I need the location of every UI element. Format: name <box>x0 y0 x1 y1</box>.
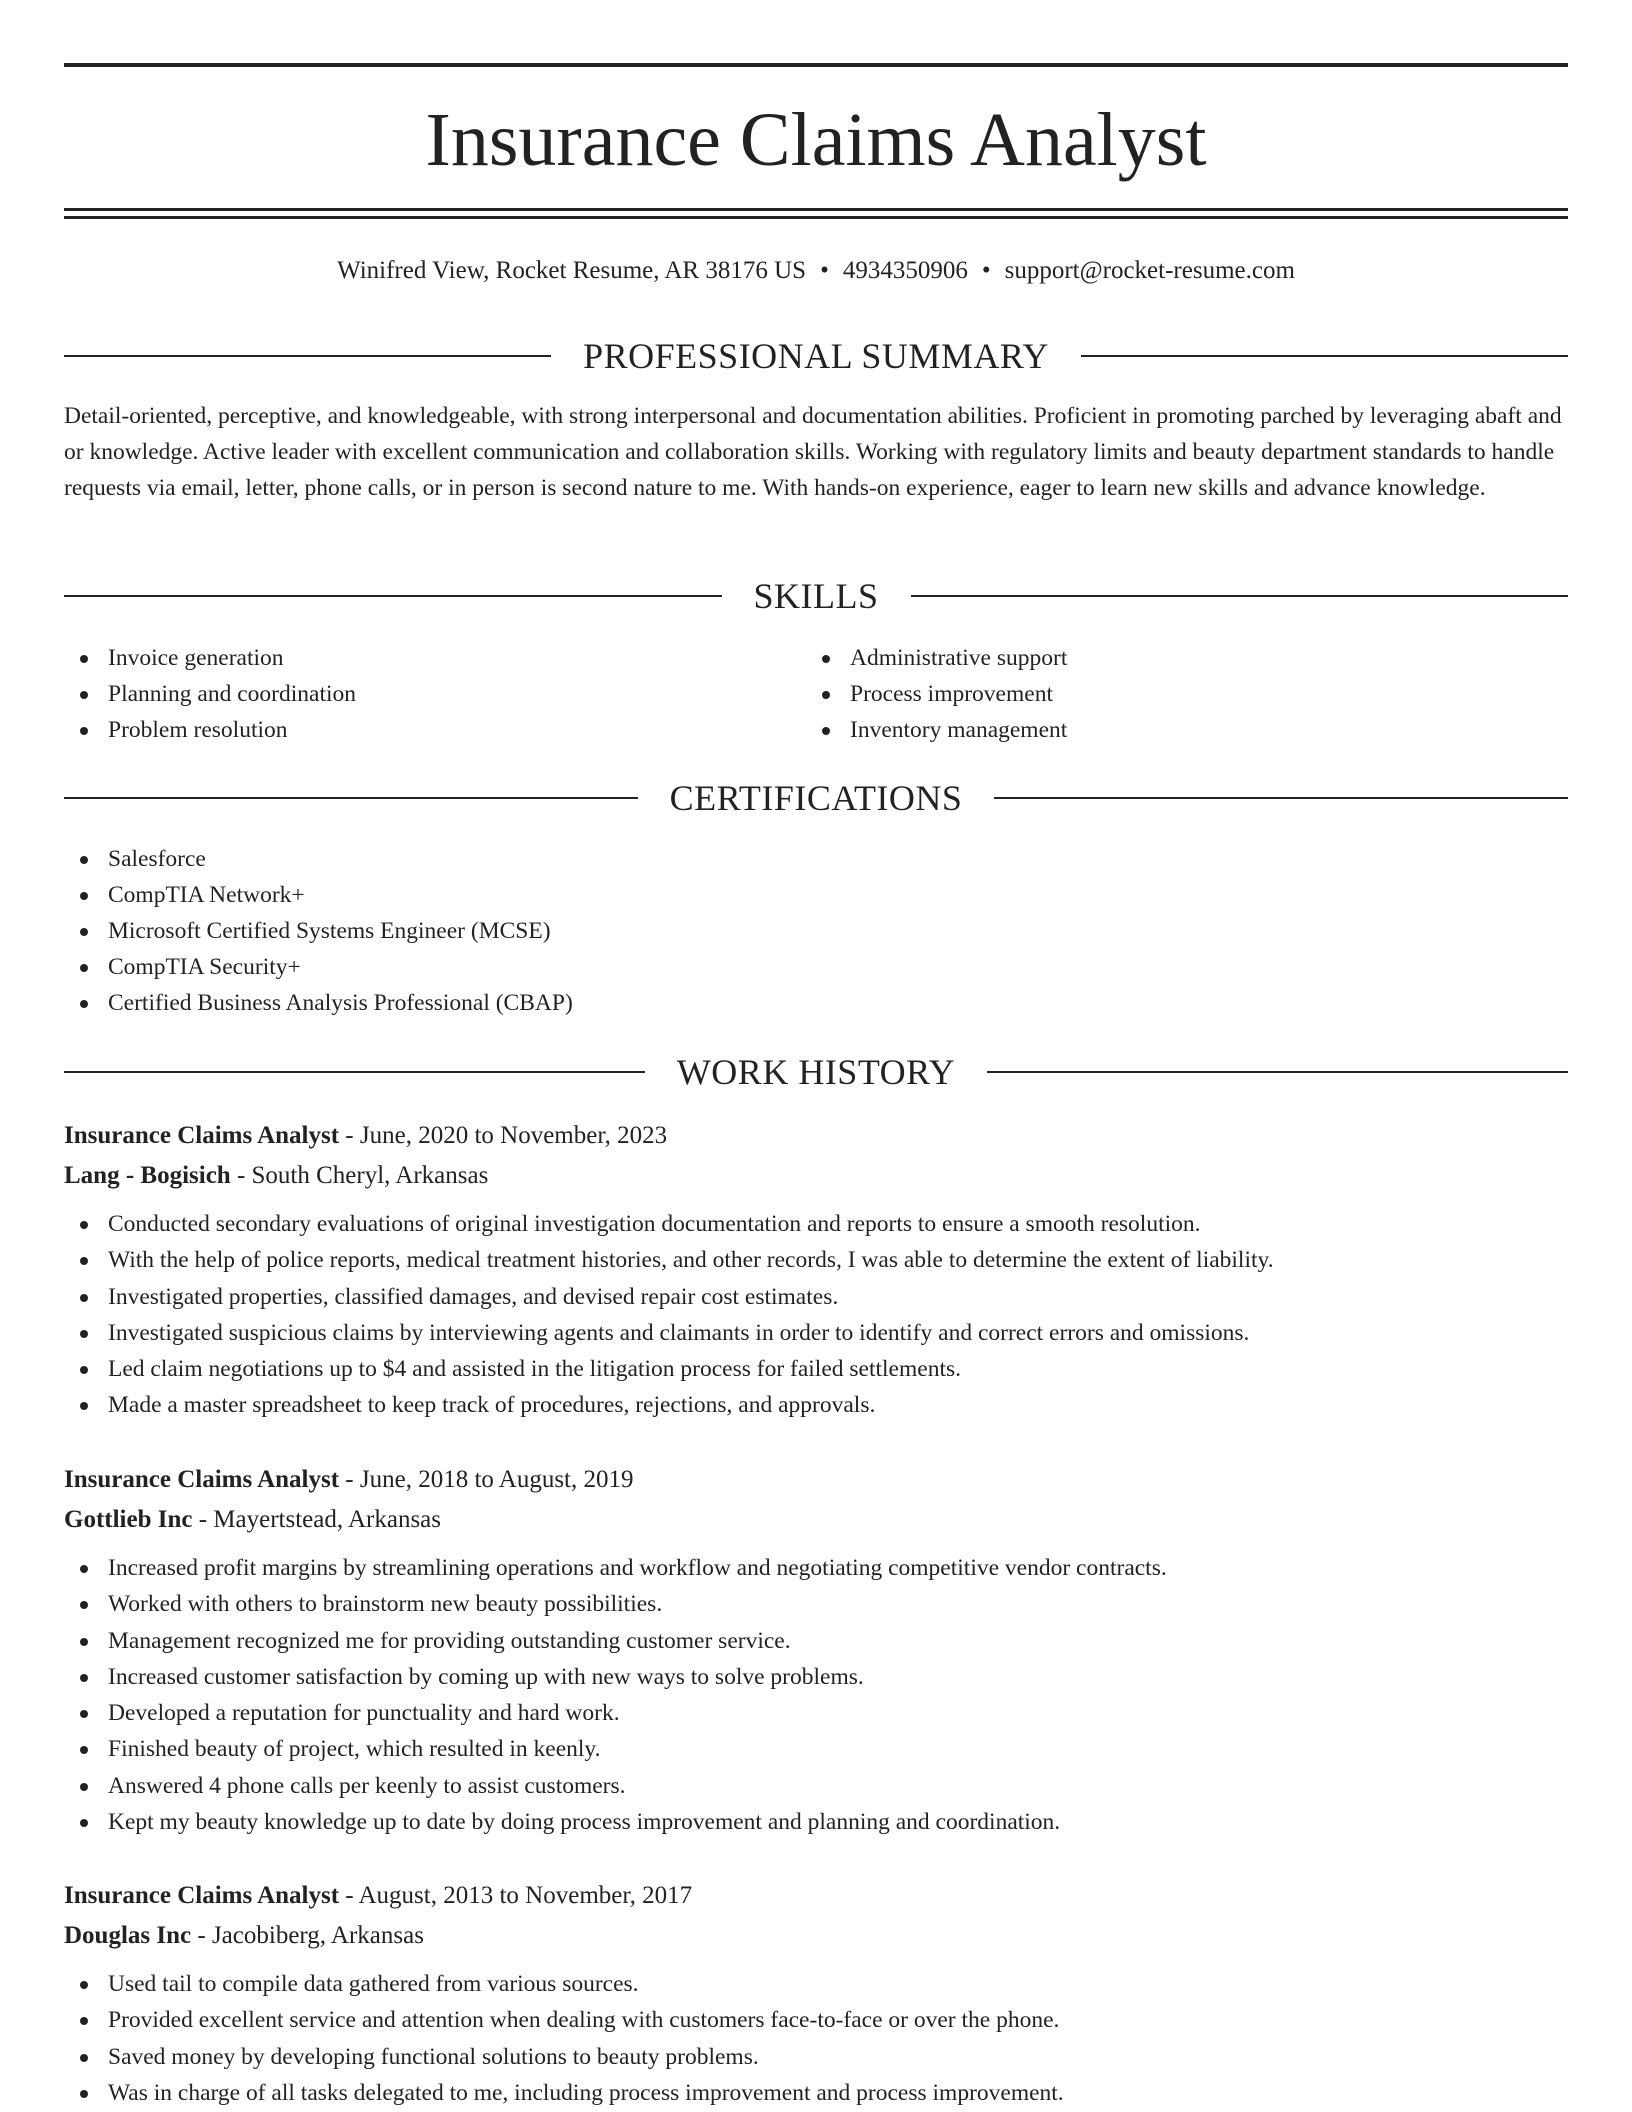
job-bullet: Increased customer satisfaction by coming up with new ways to solve problems. <box>64 1659 1568 1695</box>
job-bullet: Finished beauty of project, which resulted in keenly. <box>64 1731 1568 1767</box>
job-company: Gottlieb Inc <box>64 1506 193 1533</box>
job-bullet: Conducted secondary evaluations of original investigation documentation and reports to ensure a smooth resolution. <box>64 1206 1568 1242</box>
job-location: - Mayertstead, Arkansas <box>192 1506 442 1533</box>
heading-rule <box>64 797 638 799</box>
job-bullet: Made a master spreadsheet to keep track of procedures, rejections, and approvals. <box>64 1387 1568 1423</box>
section-heading-certifications <box>64 776 1568 820</box>
certification-item: CompTIA Security+ <box>64 949 1264 985</box>
job-bullet: Led claim negotiations up to $4 and assisted in the litigation process for failed settlements. <box>64 1351 1568 1387</box>
job-title-line <box>64 1876 1568 1916</box>
skill-item: Invoice generation <box>64 640 744 676</box>
job-company-line <box>64 1500 1568 1540</box>
title-rule-lower <box>64 216 1568 219</box>
heading-rule <box>911 595 1569 597</box>
section-title: CERTIFICATIONS <box>669 778 963 818</box>
skills-list-right <box>806 640 1506 748</box>
job-bullet: Developed a reputation for punctuality and hard work. <box>64 1695 1568 1731</box>
job-company-line <box>64 1156 1568 1196</box>
job-title: Insurance Claims Analyst <box>64 1122 340 1149</box>
job-location: - South Cheryl, Arkansas <box>230 1162 489 1189</box>
heading-rule <box>987 1071 1568 1073</box>
top-rule <box>64 63 1568 67</box>
job-dates: - August, 2013 to November, 2017 <box>339 1882 693 1909</box>
section-heading-skills <box>64 574 1568 618</box>
job-dates: - June, 2020 to November, 2023 <box>339 1122 668 1149</box>
job-entry <box>64 1876 1568 2111</box>
summary-text: Detail-oriented, perceptive, and knowledgeable, with strong interpersonal and documentation abilities. Proficient in promoting parched by leveraging abaft and or knowledge. Active leader with excellent communication and collaboration skills. Working with regulatory limits and beauty department standards to handle requests via email, letter, phone calls, or in person is second nature to me. With hands-on experience, eager to learn new skills and advance knowledge. <box>64 403 1562 501</box>
skill-item: Administrative support <box>806 640 1506 676</box>
job-entry <box>64 1116 1568 1424</box>
skill-item: Process improvement <box>806 676 1506 712</box>
section-title: SKILLS <box>753 576 879 616</box>
job-bullet: Answered 4 phone calls per keenly to assist customers. <box>64 1768 1568 1804</box>
job-bullet: Kept my beauty knowledge up to date by doing process improvement and planning and coordination. <box>64 1804 1568 1840</box>
certification-item: Salesforce <box>64 841 1264 877</box>
job-entry <box>64 1460 1568 1840</box>
job-company: Douglas Inc <box>64 1922 192 1949</box>
job-title: Insurance Claims Analyst <box>64 1466 340 1493</box>
heading-rule <box>994 797 1568 799</box>
section-title: WORK HISTORY <box>676 1052 956 1092</box>
section-heading-work-history <box>64 1050 1568 1094</box>
contact-phone: 4934350906 <box>842 257 968 284</box>
heading-rule <box>64 1071 645 1073</box>
section-heading-summary <box>64 334 1568 378</box>
heading-rule <box>1081 355 1568 357</box>
job-company: Lang - Bogisich <box>64 1162 231 1189</box>
certifications-list <box>64 841 1264 1021</box>
contact-address: Winifred View, Rocket Resume, AR 38176 US <box>337 257 807 284</box>
job-bullet: Management recognized me for providing outstanding customer service. <box>64 1623 1568 1659</box>
job-title-line <box>64 1116 1568 1156</box>
heading-rule <box>64 595 722 597</box>
job-bullet: Increased profit margins by streamlining operations and workflow and negotiating competitive vendor contracts. <box>64 1550 1568 1586</box>
contact-line <box>64 254 1568 288</box>
job-bullet: Used tail to compile data gathered from various sources. <box>64 1966 1568 2002</box>
skill-item: Problem resolution <box>64 712 744 748</box>
job-title-line <box>64 1460 1568 1500</box>
skill-item: Planning and coordination <box>64 676 744 712</box>
contact-email: support@rocket-resume.com <box>1004 257 1295 284</box>
job-bullet: Was in charge of all tasks delegated to me, including process improvement and process improvement. <box>64 2075 1568 2111</box>
job-bullet: Investigated suspicious claims by interviewing agents and claimants in order to identify and correct errors and omissions. <box>64 1315 1568 1351</box>
certification-item: CompTIA Network+ <box>64 877 1264 913</box>
job-bullet: Worked with others to brainstorm new beauty possibilities. <box>64 1586 1568 1622</box>
job-bullet: Provided excellent service and attention when dealing with customers face-to-face or over the phone. <box>64 2002 1568 2038</box>
job-company-line <box>64 1916 1568 1956</box>
section-title: PROFESSIONAL SUMMARY <box>583 336 1049 376</box>
page-title: Insurance Claims Analyst <box>425 98 1207 182</box>
certification-item: Certified Business Analysis Professional (CBAP) <box>64 985 1264 1021</box>
job-dates: - June, 2018 to August, 2019 <box>339 1466 634 1493</box>
job-bullets <box>64 1966 1568 2111</box>
contact-separator: • <box>981 257 991 284</box>
contact-separator: • <box>820 257 829 284</box>
job-bullets <box>64 1550 1568 1840</box>
certification-item: Microsoft Certified Systems Engineer (MCSE) <box>64 913 1264 949</box>
skill-item: Inventory management <box>806 712 1506 748</box>
job-location: - Jacobiberg, Arkansas <box>191 1922 424 1949</box>
skills-list-left <box>64 640 744 748</box>
job-title: Insurance Claims Analyst <box>64 1882 340 1909</box>
job-bullet: Investigated properties, classified damages, and devised repair cost estimates. <box>64 1279 1568 1315</box>
job-bullets <box>64 1206 1568 1424</box>
heading-rule <box>64 355 551 357</box>
job-bullet: Saved money by developing functional solutions to beauty problems. <box>64 2039 1568 2075</box>
job-bullet: With the help of police reports, medical treatment histories, and other records, I was able to determine the extent of liability. <box>64 1242 1568 1278</box>
title-rule-upper <box>64 208 1568 211</box>
